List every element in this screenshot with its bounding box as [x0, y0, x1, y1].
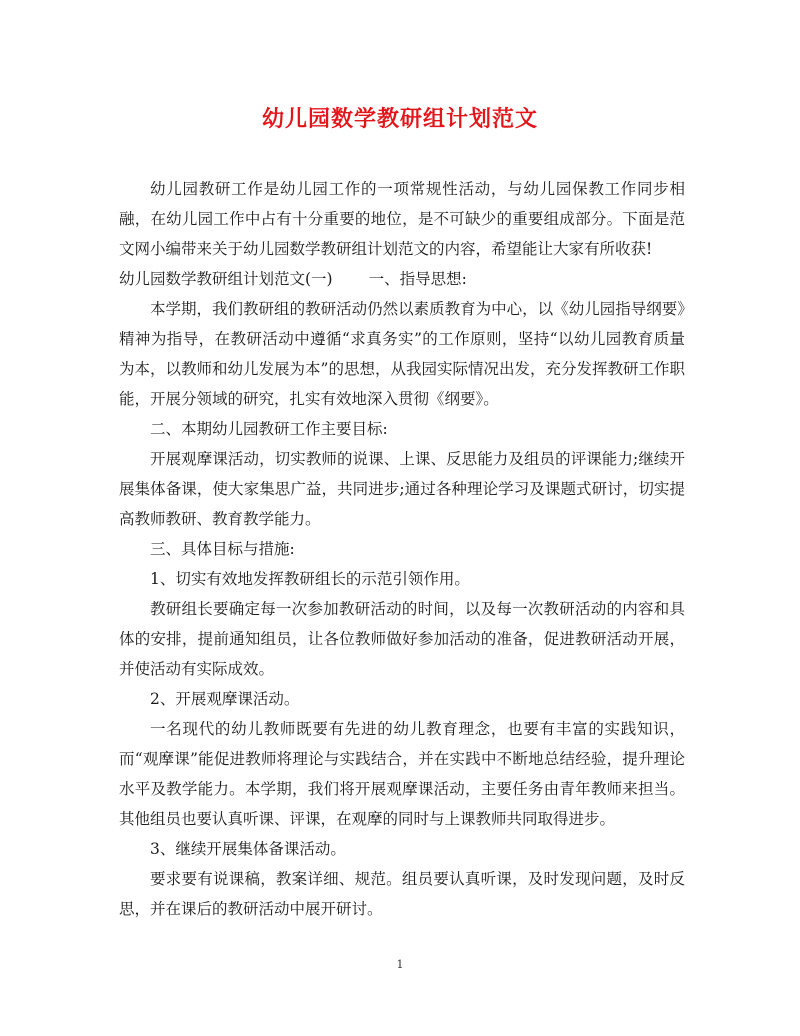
heading-specific-goals: 三、具体目标与措施: — [150, 540, 295, 558]
document-title: 幼儿园数学教研组计划范文 — [261, 106, 538, 132]
section-line — [119, 264, 685, 294]
document-body — [119, 174, 685, 924]
list-item-2: 2、开展观摩课活动。 — [150, 690, 300, 708]
paragraph-guiding-thought: 本学期，我们教研组的教研活动仍然以素质教育为中心，以《幼儿园指导纲要》精神为指导，在教研活动中遵循“求真务实”的工作原则，坚持“以幼儿园教育质量为本，以教师和幼儿发展为本”的思想，从我园实际情况出发，充分发挥教研工作职能，开展分领域的研究，扎实有效地深入贯彻《纲要》。 — [119, 300, 685, 408]
list-item-3: 3、继续开展集体备课活动。 — [150, 840, 346, 858]
paragraph-item-2: 一名现代的幼儿教师既要有先进的幼儿教育理念，也要有丰富的实践知识，而“观摩课”能促进教师将理论与实践结合，并在实践中不断地总结经验，提升理论水平及教学能力。本学期，我们将开展观摩课活动，主要任务由青年教师来担当。其他组员也要认真听课、评课，在观摩的同时与上课教师共同取得进步。 — [119, 720, 685, 828]
section-label: 幼儿园数学教研组计划范文(一) — [119, 270, 333, 288]
page-number: 1 — [396, 958, 404, 971]
heading-main-goals: 二、本期幼儿园教研工作主要目标: — [150, 420, 388, 438]
paragraph-item-3: 要求要有说课稿，教案详细、规范。组员要认真听课，及时发现问题，及时反思，并在课后的教研活动中展开研讨。 — [119, 870, 685, 918]
paragraph-item-1: 教研组长要确定每一次参加教研活动的时间，以及每一次教研活动的内容和具体的安排，提前通知组员，让各位教师做好参加活动的准备，促进教研活动开展，并使活动有实际成效。 — [119, 600, 685, 678]
heading-guiding-thought: 一、指导思想: — [368, 270, 467, 288]
list-item-1: 1、切实有效地发挥教研组长的示范引领作用。 — [150, 570, 470, 588]
paragraph-main-goals: 开展观摩课活动，切实教师的说课、上课、反思能力及组员的评课能力;继续开展集体备课，使大家集思广益，共同进步;通过各种理论学习及课题式研讨，切实提高教师教研、教育教学能力。 — [119, 450, 685, 528]
intro-paragraph: 幼儿园教研工作是幼儿园工作的一项常规性活动，与幼儿园保教工作同步相融，在幼儿园工作中占有十分重要的地位，是不可缺少的重要组成部分。下面是范文网小编带来关于幼儿园数学教研组计划范文的内容，希望能让大家有所收获! — [119, 180, 685, 258]
